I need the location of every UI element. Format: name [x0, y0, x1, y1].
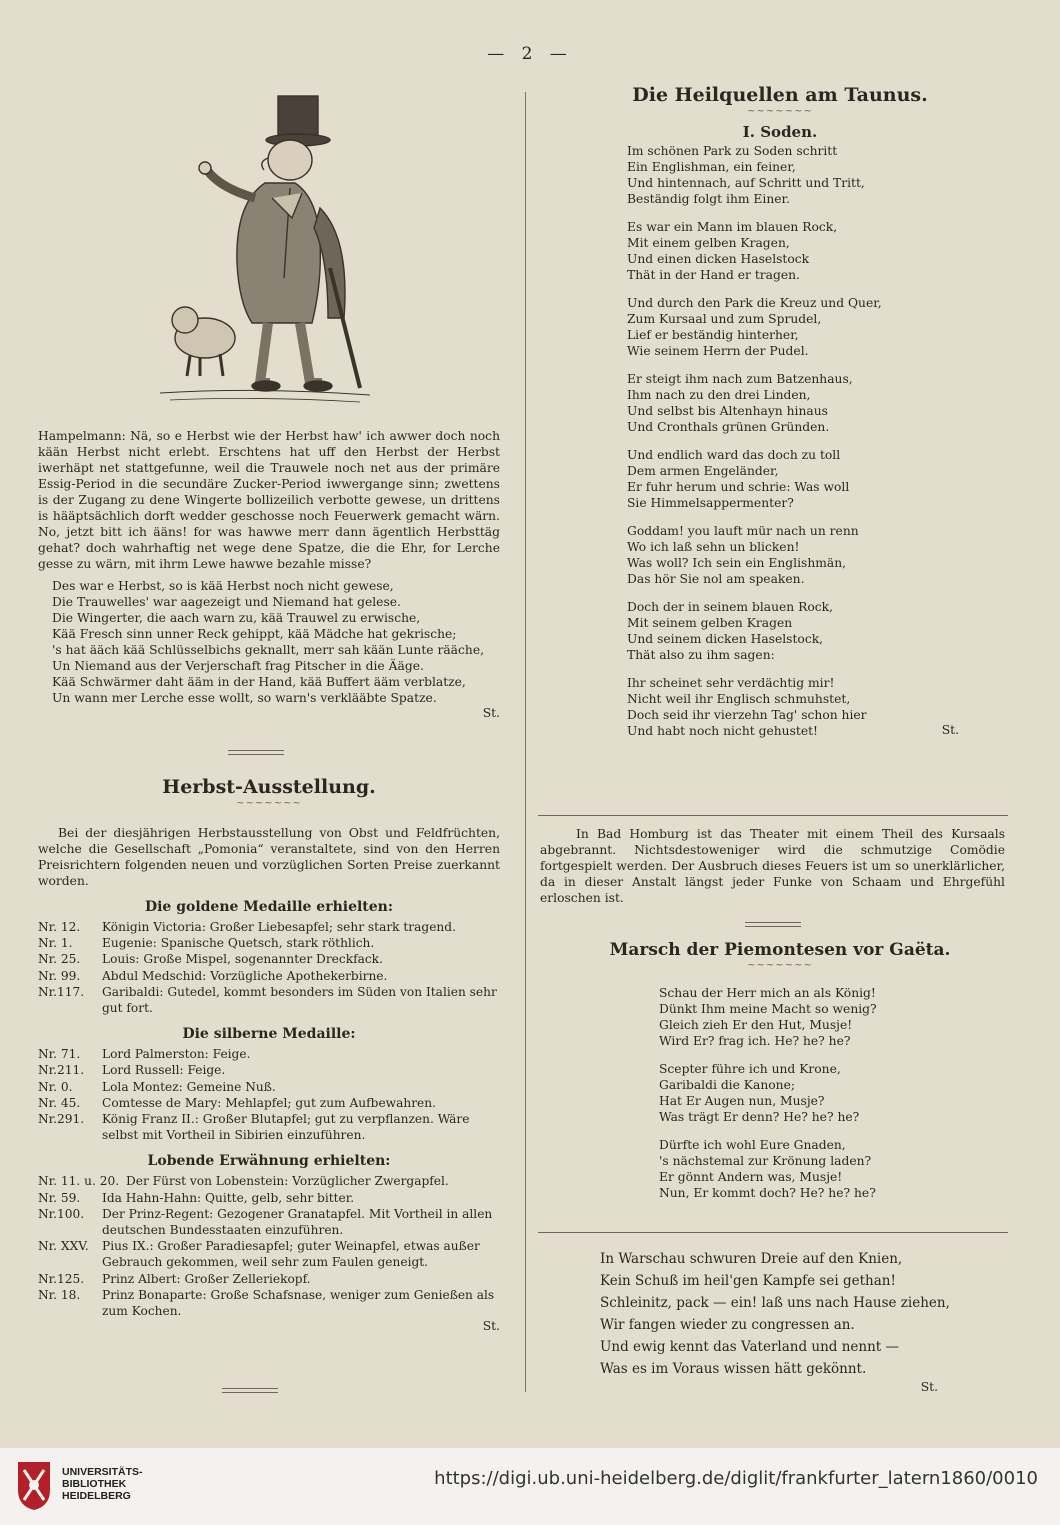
list-item — [38, 1095, 500, 1111]
verse-line: 's hat ääch kää Schlüsselbichs geknallt, merr sah kään Lunte rääche, — [52, 643, 485, 657]
stanza — [627, 143, 1015, 207]
ornament: ~~~~~~~ — [747, 960, 813, 971]
verse-line: Und seinem dicken Haselstock, — [627, 632, 824, 646]
item-number: Nr. 11. u. 20. — [38, 1174, 120, 1189]
verse-line: Und Cronthals grünen Gründen. — [627, 420, 830, 434]
verse-line: Doch seid ihr vierzehn Tag' schon hier — [627, 708, 867, 722]
signature: St. — [482, 706, 500, 720]
hampelmann-illustration — [150, 88, 380, 418]
item-number: Nr. 59. — [38, 1190, 81, 1205]
verse-line: Und habt noch nicht gehustet! — [627, 724, 818, 738]
heilquellen-title: Die Heilquellen am Taunus. — [632, 84, 928, 106]
item-text: Prinz Bonaparte: Große Schafsnase, weniger zum Genießen als zum Kochen. — [102, 1287, 495, 1319]
homburg-paragraph: In Bad Homburg ist das Theater mit einem Theil des Kursaals abgebrannt. Nichtsdestoweniger wird die schmutzige Comödie fortgespielt werden. Der Ausbruch dieses Feuers ist um so unerklärlicher, da in dieser Anstalt längst jeder Funke von Schaam und Ehrgefühl erloschen ist. — [540, 827, 1005, 905]
verse-line: Kää Fresch sinn unner Reck gehippt, kää Mädche hat gekrische; — [52, 627, 457, 641]
verse-line: Schau der Herr mich an als König! — [659, 986, 876, 1000]
horizontal-rule — [538, 1232, 1008, 1233]
item-text: Comtesse de Mary: Mehlapfel; gut zum Aufbewahren. — [102, 1095, 436, 1110]
verse-line: Mit seinem gelben Kragen — [627, 616, 793, 630]
ausstellung-intro: Bei der diesjährigen Herbstausstellung von Obst und Feldfrüchten, welche die Gesellschaft „Pomonia“ veranstaltete, sind von den Herren Preisrichtern folgenden neuen und vorzüglichen Sorten Preise zuerkannt worden. — [38, 826, 500, 888]
verse-line: Garibaldi die Kanone; — [659, 1078, 795, 1092]
verse-line: Scepter führe ich und Krone, — [659, 1062, 841, 1076]
gold-list — [38, 919, 500, 1016]
item-text: Ida Hahn-Hahn: Quitte, gelb, sehr bitter. — [102, 1190, 355, 1205]
item-number: Nr. 0. — [38, 1079, 73, 1094]
verse-line: Was woll? Ich sein ein Englishmän, — [627, 556, 847, 570]
section-divider — [222, 1388, 278, 1393]
item-number: Nr. 99. — [38, 968, 81, 983]
heilquellen-section — [545, 84, 1015, 737]
verse-line: Er fuhr herum und schrie: Was woll — [627, 480, 850, 494]
item-text: Der Prinz-Regent: Gezogener Granatapfel. Mit Vortheil in allen deutschen Bundesstaaten einzuführen. — [102, 1206, 493, 1238]
item-number: Nr. 1. — [38, 936, 73, 951]
verse-line: Beständig folgt ihm Einer. — [627, 192, 790, 206]
horizontal-rule — [538, 815, 1008, 816]
verse-line: Und selbst bis Altenhayn hinaus — [627, 404, 828, 418]
verse-line: Was trägt Er denn? He? he? he? — [659, 1110, 860, 1124]
heilquellen-subtitle: I. Soden. — [742, 123, 818, 141]
homburg-section — [540, 826, 1005, 906]
logo-line: UNIVERSITÄTS- — [62, 1466, 143, 1478]
item-number: Nr.125. — [38, 1271, 85, 1286]
stanza — [627, 599, 1015, 663]
hampelmann-verse — [38, 578, 500, 706]
ausstellung-section — [38, 776, 500, 1333]
marsch-title: Marsch der Piemontesen vor Gaëta. — [609, 940, 951, 960]
item-text: Prinz Albert: Großer Zelleriekopf. — [102, 1271, 311, 1286]
ornament: ~~~~~~~ — [747, 106, 813, 117]
verse-line: Und durch den Park die Kreuz und Quer, — [627, 296, 882, 310]
verse-line: Und hintennach, auf Schritt und Tritt, — [627, 176, 865, 190]
item-number: Nr.117. — [38, 984, 85, 999]
list-item — [38, 984, 500, 1016]
item-text: Eugenie: Spanische Quetsch, stark röthlich. — [102, 936, 375, 951]
item-text: Der Fürst von Lobenstein: Vorzüglicher Zwergapfel. — [126, 1174, 449, 1189]
silver-list — [38, 1046, 500, 1143]
verse-line: Ihm nach zu den drei Linden, — [627, 388, 811, 402]
verse-line: Die Wingerter, die aach warn zu, kää Trauwel zu erwische, — [52, 611, 421, 625]
list-item — [38, 951, 500, 967]
signature: St. — [920, 1380, 938, 1394]
gold-heading: Die goldene Medaille erhielten: — [144, 899, 394, 915]
signature: St. — [941, 723, 959, 737]
silver-heading: Die silberne Medaille: — [182, 1026, 356, 1043]
item-number: Nr.291. — [38, 1112, 85, 1127]
verse-line: Und einen dicken Haselstock — [627, 252, 810, 266]
list-item — [38, 935, 500, 951]
verse-line: Wo ich laß sehn un blicken! — [627, 540, 800, 554]
list-item — [38, 919, 500, 935]
verse-line: Kää Schwärmer daht ääm in der Hand, kää Buffert ääm verblatze, — [52, 675, 466, 689]
verse-line: Die Trauwelles' war aagezeigt und Niemand hat gelese. — [52, 595, 401, 609]
item-text: Pius IX.: Großer Paradiesapfel; guter Weinapfel, etwas außer Gebrauch gekommen, weil sehr zum Faulen geneigt. — [102, 1239, 480, 1270]
warschau-verse — [600, 1248, 1000, 1380]
verse-line: Nun, Er kommt doch? He? he? he? — [659, 1186, 876, 1200]
verse-line: Gleich zieh Er den Hut, Musje! — [659, 1018, 853, 1032]
item-text: Garibaldi: Gutedel, kommt besonders im Süden von Italien sehr gut fort. — [102, 984, 497, 1016]
verse-line: Un wann mer Lerche esse wollt, so warn's verklääbte Spatze. — [52, 691, 437, 705]
permalink-url[interactable]: https://digi.ub.uni-heidelberg.de/diglit/frankfurter_latern1860/0010 — [434, 1468, 1038, 1489]
verse-line: Wird Er? frag ich. He? he? he? — [659, 1034, 851, 1048]
list-item — [38, 1046, 500, 1062]
item-number: Nr.211. — [38, 1063, 85, 1078]
verse-line: 's nächstemal zur Krönung laden? — [659, 1154, 872, 1168]
verse-line: Hat Er Augen nun, Musje? — [659, 1094, 825, 1108]
verse-line: Wie seinem Herrn der Pudel. — [627, 344, 809, 358]
verse-line: Was es im Voraus wissen hätt gekönnt. — [600, 1361, 867, 1377]
item-number: Nr. 45. — [38, 1095, 81, 1110]
footer-bar — [0, 1448, 1060, 1525]
item-text: König Franz II.: Großer Blutapfel; gut zu verpflanzen. Wäre selbst mit Vortheil in Sibirien einzuführen. — [102, 1112, 470, 1143]
verse-line: Doch der in seinem blauen Rock, — [627, 600, 834, 614]
verse-line: Un Niemand aus der Verjerschaft frag Pitscher in die Ääge. — [52, 659, 424, 673]
stanza — [659, 985, 1015, 1049]
list-item — [38, 1111, 500, 1143]
verse-line: Kein Schuß im heil'gen Kampfe sei gethan! — [600, 1273, 896, 1289]
verse-line: Es war ein Mann im blauen Rock, — [627, 220, 838, 234]
marsch-verse — [545, 985, 1015, 1201]
verse-line: Dem armen Engeländer, — [627, 464, 779, 478]
verse-line: Im schönen Park zu Soden schritt — [627, 144, 838, 158]
verse-line: Zum Kursaal und zum Sprudel, — [627, 312, 822, 326]
item-text: Louis: Große Mispel, sogenannter Dreckfack. — [102, 952, 383, 967]
verse-line: Dünkt Ihm meine Macht so wenig? — [659, 1002, 877, 1016]
library-logo-text[interactable] — [62, 1466, 143, 1502]
mention-list — [38, 1173, 500, 1319]
stanza — [627, 371, 1015, 435]
list-item — [38, 1287, 500, 1319]
hampelmann-section — [38, 428, 500, 720]
verse-line: Ihr scheinet sehr verdächtig mir! — [627, 676, 835, 690]
stanza — [627, 219, 1015, 283]
verse-line: Sie Himmelsappermenter? — [627, 496, 794, 510]
stanza — [659, 1137, 1015, 1201]
hampelmann-paragraph: Hampelmann: Nä, so e Herbst wie der Herbst haw' ich awwer doch noch kään Herbst nicht erlebt. Erschtens hat uff den Herbst der Herbst iwerhäpt net stattgefunne, weil die Trauwele noch net aus der primäre Essig-Period in die secundäre Zucker-Period iwwergange sinn; zwettens is der Zugang zu dene Wingerte bollizeilich verbotte gewese, un drittens is hääptsächlich dorft wedder geschosse noch Feuerwerk gemacht wärn. No, jetzt bitt ich ääns! for was hawwe merr dann ägentlich Herbsttäg gehat? doch wahrhaftig net wege dene Spatze, die die Ehr, for Lerche gesse zu wärn, mit ihrm Lewe hawwe bezahle misse? — [38, 429, 500, 571]
ausstellung-title: Herbst-Ausstellung. — [162, 776, 376, 798]
page-number: — 2 — — [487, 44, 573, 64]
heilquellen-verse — [545, 143, 1015, 739]
column-divider — [525, 92, 526, 1392]
verse-line: In Warschau schwuren Dreie auf den Knien, — [600, 1251, 903, 1267]
item-number: Nr. XXV. — [38, 1239, 89, 1254]
item-number: Nr. 18. — [38, 1287, 81, 1302]
verse-line: Nicht weil ihr Englisch schmuhstet, — [627, 692, 851, 706]
item-text: Lola Montez: Gemeine Nuß. — [102, 1079, 276, 1094]
list-item — [38, 1173, 500, 1189]
stanza — [659, 1061, 1015, 1125]
verse-line: Er gönnt Andern was, Musje! — [659, 1170, 843, 1184]
verse-line: Mit einem gelben Kragen, — [627, 236, 790, 250]
list-item — [38, 1238, 500, 1270]
verse-line: Wir fangen wieder zu congressen an. — [600, 1317, 855, 1333]
warschau-section — [600, 1248, 1000, 1394]
list-item — [38, 1062, 500, 1078]
list-item — [38, 1206, 500, 1238]
list-item — [38, 968, 500, 984]
stanza — [627, 523, 1015, 587]
verse-line: Thät also zu ihm sagen: — [627, 648, 775, 662]
logo-line: BIBLIOTHEK — [62, 1478, 127, 1490]
verse-line: Ein Englishman, ein feiner, — [627, 160, 796, 174]
logo-line: HEIDELBERG — [62, 1490, 131, 1502]
section-divider — [228, 750, 284, 755]
list-item — [38, 1190, 500, 1206]
stanza — [627, 447, 1015, 511]
ornament: ~~~~~~~ — [236, 798, 302, 809]
verse-line: Des war e Herbst, so is kää Herbst noch nicht gewese, — [52, 579, 394, 593]
item-text: Lord Russell: Feige. — [102, 1063, 226, 1078]
item-text: Königin Victoria: Großer Liebesapfel; sehr stark tragend. — [102, 920, 456, 934]
list-item — [38, 1079, 500, 1095]
verse-line: Goddam! you lauft mür nach un renn — [627, 524, 859, 538]
item-number: Nr. 71. — [38, 1047, 81, 1062]
verse-line: Schleinitz, pack — ein! laß uns nach Hause ziehen, — [600, 1295, 950, 1311]
verse-line: Das hör Sie nol am speaken. — [627, 572, 805, 586]
verse-line: Lief er beständig hinterher, — [627, 328, 799, 342]
item-number: Nr. 12. — [38, 920, 81, 934]
section-divider — [745, 922, 801, 927]
verse-line: Und ewig kennt das Vaterland und nennt — — [600, 1339, 900, 1355]
verse-line: Dürfte ich wohl Eure Gnaden, — [659, 1138, 846, 1152]
verse-line: Und endlich ward das doch zu toll — [627, 448, 841, 462]
list-item — [38, 1271, 500, 1287]
marsch-section — [545, 940, 1015, 1213]
item-number: Nr. 25. — [38, 952, 81, 967]
mention-heading: Lobende Erwähnung erhielten: — [147, 1153, 391, 1170]
item-number: Nr.100. — [38, 1206, 85, 1221]
stanza — [627, 295, 1015, 359]
verse-line: Er steigt ihm nach zum Batzenhaus, — [627, 372, 853, 386]
item-text: Abdul Medschid: Vorzügliche Apothekerbirne. — [102, 968, 388, 983]
item-text: Lord Palmerston: Feige. — [102, 1047, 251, 1062]
signature: St. — [482, 1319, 500, 1334]
verse-line: Thät in der Hand er tragen. — [627, 268, 800, 282]
university-seal-icon[interactable] — [12, 1460, 56, 1512]
